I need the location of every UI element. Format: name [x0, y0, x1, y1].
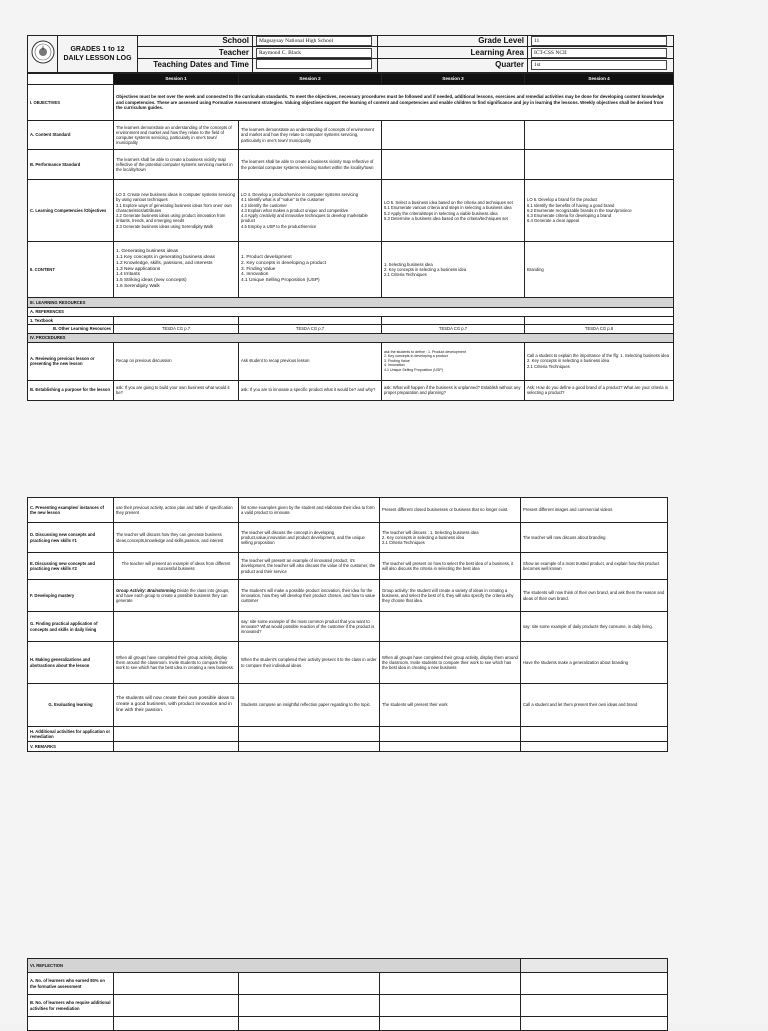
content-s2[interactable]: 1. Product development 2. Key concepts in developing a product 3. Finding Value 4. Innovation 4.1 Unique Selling Proposition (USP) — [239, 242, 382, 298]
performance-standard-s4[interactable] — [525, 150, 674, 180]
discussing1-row — [28, 523, 668, 553]
title-line2: DAILY LESSON LOG — [63, 55, 132, 62]
presenting-s2[interactable]: list some examples given by the student and elaborate their idea to form a valid product to innovate — [239, 498, 380, 523]
practical-label: G. Finding practical application of concepts and skills in daily living — [28, 612, 114, 642]
reflection-label: VI. REFLECTION — [28, 959, 521, 973]
presenting-row — [28, 498, 668, 523]
references-row — [28, 308, 674, 317]
reviewing-label: A. Reviewing previous lesson or presenting the new lesson — [28, 342, 114, 380]
other-resources-row — [28, 325, 674, 333]
deped-seal — [28, 36, 58, 73]
teacher-value: Raymond C. Black — [256, 48, 372, 58]
quarter-value: 1st — [531, 60, 667, 70]
grade-value: 11 — [531, 36, 667, 46]
other-resource-s4[interactable]: TESDA CG p.8 — [525, 325, 674, 333]
competencies-s4[interactable]: LO 6. Develop a brand for the product 6.1 Identify the benefits of having a good brand 6.2 Enumerate recognizable brands in the town/province 6.3 Enumerate criteria for developing a brand 6.4 Generate a clear appeal — [525, 180, 674, 242]
reflection-a-label: A. No. of learners who earned 80% on the formative assessment — [28, 973, 114, 995]
other-resource-s1[interactable]: TESDA CG p.7 — [114, 325, 239, 333]
content-standard-row — [28, 121, 674, 150]
other-resource-s3[interactable]: TESDA CG p.7 — [382, 325, 525, 333]
mastery-s1[interactable] — [114, 580, 239, 612]
presenting-s4[interactable]: Present different images and commercial videos — [521, 498, 668, 523]
lesson-table-part2 — [27, 497, 668, 752]
lesson-table-part1 — [27, 73, 674, 401]
session-2-header: Session 2 — [239, 74, 382, 85]
discussing2-s1[interactable]: The teacher will present an example of ideas from different successful business — [114, 553, 239, 580]
content-s3[interactable]: 1. Selecting business idea 2. Key concepts in selecting a business idea 2.1 Criteria Techniques — [382, 242, 525, 298]
purpose-s4[interactable]: Ask: How do you define a good brand of a product? What are your criteria in selecting a product? — [525, 380, 674, 400]
additional-row — [28, 727, 668, 742]
discussing2-label: E. Discussing new concepts and practicing new skills #2 — [28, 553, 114, 580]
reviewing-row — [28, 342, 674, 380]
session-1-header: Session 1 — [114, 74, 239, 85]
content-standard-s1[interactable]: The learners demonstrate an understanding of the concepts of environment and market and how they relate to the field of computer systems servicing, particularly in one's town/ municipality — [114, 121, 239, 150]
objectives-label: I. OBJECTIVES — [28, 85, 114, 121]
evaluating-s3[interactable]: The students will present their work — [380, 684, 521, 727]
discussing2-s3[interactable]: The teacher will present on how to select the best idea of a business, it will also discuss the criteria in selecting the best idea — [380, 553, 521, 580]
mastery-s3[interactable]: Group activity: the student will create a variety of ideas in creating a business, and select the best of it, they will also specify the criteria why they choose that idea. — [380, 580, 521, 612]
other-resources-label: B. Other Learning Resources — [28, 325, 114, 333]
generalization-label: H. Making generalizations and abstractions about the lesson — [28, 642, 114, 684]
evaluating-row — [28, 684, 668, 727]
content-standard-s4[interactable] — [525, 121, 674, 150]
reviewing-s1[interactable]: Recap on previous discussion — [114, 342, 239, 380]
resources-row — [28, 298, 674, 308]
mastery-s4[interactable]: The students will now think of their own brand, and ask them the reason and ideas of their own brand. — [521, 580, 668, 612]
performance-standard-s1[interactable]: The learners shall be able to create a business vicinity map reflective of the potential computer systems servicing market in the locality/town — [114, 150, 239, 180]
evaluating-s1[interactable]: The students will now create their own possible ideas to create a good business, with product innovation and in line with their passion. — [114, 684, 239, 727]
reflection-b-label: B. No. of learners who require additional activities for remediation — [28, 995, 114, 1017]
dates-field[interactable] — [253, 58, 378, 72]
textbook-row — [28, 317, 674, 325]
presenting-s1[interactable]: use their previous activity, action plan and table of specification they present — [114, 498, 239, 523]
discussing1-label: D. Discussing new concepts and practicing new skills #1 — [28, 523, 114, 553]
area-label: Learning Area — [378, 47, 528, 58]
purpose-row — [28, 380, 674, 400]
reviewing-s3[interactable]: ask the students to define : 1. Product development 2. Key concepts in developing a product 3. Finding Value 4. Innovation 4.1 Unique Selling Proposition (USP) — [382, 342, 525, 380]
area-field[interactable] — [528, 47, 674, 58]
content-s1[interactable]: 1. Generating business ideas 1.1 Key concepts in generating business ideas 1.2 Knowledge, skills, passions, and interests 1.3 New applications 1.4 Irritants 1.5 Striking ideas (new concepts) 1.6 Serendipity Walk — [114, 242, 239, 298]
generalization-s2[interactable]: When the student's completed their activity present it to the class in order to compare their individual ideas. — [239, 642, 380, 684]
practical-row — [28, 612, 668, 642]
reviewing-s4[interactable]: Call a student to explain the importance of the ffg: 1. Selecting business idea 2. Key concepts in selecting a business idea 2.1 Criteria Techniques — [525, 342, 674, 380]
references-label: A. REFERENCES — [28, 308, 674, 317]
competencies-s2[interactable]: LO 4. Develop a product/service in computer systems servicing 4.1 Identify what is of "value" to the customer 4.2 Identify the customer 4.3 Explain what makes a product unique and competitive 4.4 Apply creativity and innovative techniques to develop marketable product 4.5 Employ a USP to the product/service — [239, 180, 382, 242]
school-label: School — [138, 36, 253, 47]
content-label: II. CONTENT — [28, 242, 114, 298]
generalization-row — [28, 642, 668, 684]
evaluating-s4[interactable]: Call a student and let them present their own ideas and brand — [521, 684, 668, 727]
performance-standard-row — [28, 150, 674, 180]
session-3-header: Session 3 — [382, 74, 525, 85]
content-row — [28, 242, 674, 298]
discussing1-s2[interactable]: The teacher will discuss the concept in developing product,value,innovation and product development, and the unique selling proposition — [239, 523, 380, 553]
quarter-label: Quarter — [378, 58, 528, 72]
log-title — [58, 36, 138, 73]
other-resource-s2[interactable]: TESDA CG p.7 — [239, 325, 382, 333]
performance-standard-s2[interactable]: The learners shall be able to create a business vicinity map reflective of the potential computer systems servicing market within the locality/town — [239, 150, 382, 180]
procedures-label: IV. PROCEDURES — [28, 333, 674, 342]
evaluating-label: G. Evaluating learning — [28, 684, 114, 727]
competencies-row — [28, 180, 674, 242]
title-line1: GRADES 1 to 12 — [70, 45, 125, 53]
performance-standard-s3[interactable] — [382, 150, 525, 180]
reflection-table — [27, 958, 668, 1031]
mastery-row — [28, 580, 668, 612]
generalization-s1[interactable]: When all groups have completed their group activity, display them around the classroom. Invite students to compare their work to see which has the best idea in creating a new business. — [114, 642, 239, 684]
mastery-s2[interactable]: The student's will make a possible product innovation, their idea for the innovation, how they will develop their product chosen, and how to value customer — [239, 580, 380, 612]
practical-s2[interactable]: say: site some example of the most common product that you want to innovate? What would possible reaction of the customer if the product is innovated? — [239, 612, 380, 642]
procedures-row — [28, 333, 674, 342]
competencies-s3[interactable]: LO 5. Select a business idea based on the criteria and techniques set 5.1 Enumerate various criteria and steps in selecting a business idea 5.2 Apply the criteria/steps in selecting a viable business idea 5.3 Determine a business idea based on the criteria/techniques set — [382, 180, 525, 242]
purpose-s1[interactable]: ask: If you are going to build your own business what would it be? — [114, 380, 239, 400]
teacher-field[interactable] — [253, 47, 378, 58]
content-standard-s3[interactable] — [382, 121, 525, 150]
session-header-row — [28, 74, 674, 85]
objectives-text: Objectives must be met over the week and connected to the curriculum standards. To meet the objectives, necessary procedures must be followed and if needed, additional lessons, exercises and remedial activities may be done for developing content knowledge and competencies. These are assessed using Formative Assessment strategies. Valuing objectives support the learning of content and competencies and enable children to find significance and joy in learning the lessons. Weekly objectives shall be derived from the curriculum guides. — [114, 85, 674, 121]
evaluating-s2[interactable]: Students compose an insightful reflection paper regarding to the topic. — [239, 684, 380, 727]
reflection-row — [28, 959, 668, 973]
discussing2-s2[interactable]: The teacher will present an example of innovated product, it's development, the teacher will also discuss the value of the customer, the product and their service — [239, 553, 380, 580]
presenting-label: C. Presenting examples/ instances of the new lesson — [28, 498, 114, 523]
objectives-row — [28, 85, 674, 121]
mastery-s1-text: Divide the class into groups, and have each group to create a possible business they can generate — [116, 587, 230, 604]
presenting-s3[interactable]: Present different closed businesses or business that no longer exist. — [380, 498, 521, 523]
discussing2-row — [28, 553, 668, 580]
school-field[interactable] — [253, 36, 378, 47]
generalization-s3[interactable]: When all groups have completed their group activity, display them around the classroom. Invite students to compare their work to see which has the best idea in creating a new business — [380, 642, 521, 684]
content-standard-s2[interactable]: The learners demonstrate an understanding of concepts of environment and market and how they relate to computer systems servicing, particularly in one's town/ municipality — [239, 121, 382, 150]
discussing1-s3[interactable]: The teacher will discuss : 1. Selecting business idea 2. Key concepts in selecting a business idea 2.1 Criteria Techniques — [380, 523, 521, 553]
resources-label: III. LEARNING RESOURCES — [28, 298, 674, 308]
content-standard-label: A. Content Standard — [28, 121, 114, 150]
teacher-label: Teacher — [138, 47, 253, 58]
performance-standard-label: B. Performance Standard — [28, 150, 114, 180]
content-s4[interactable]: Branding — [525, 242, 674, 298]
competencies-s1[interactable]: LO 3. Create new business ideas in computer systems servicing by using various techniques 3.1 Explore ways of generating business ideas from ones' own characteristics/attributes 3.2 Generate business ideas using product innovation from irritants, trends, and emerging needs 3.3 Generate business ideas using Serendipity Walk — [114, 180, 239, 242]
competencies-label: C. Learning Competencies /Objectives — [28, 180, 114, 242]
dates-value — [256, 59, 372, 69]
generalization-s4[interactable]: Have the students make a generalization about branding — [521, 642, 668, 684]
discussing1-s1[interactable]: The teacher will discuss how they can generate business ideas,concepts,knowledge and skills,passion, and interest — [114, 523, 239, 553]
grade-label: Grade Level — [378, 36, 528, 47]
discussing1-s4[interactable]: The teacher will now discuss about branding — [521, 523, 668, 553]
area-value: ICT-CSS NCII — [531, 48, 667, 58]
remarks-label: V. REMARKS — [28, 742, 114, 752]
session-4-header: Session 4 — [525, 74, 674, 85]
remarks-row — [28, 742, 668, 752]
mastery-label: F. Developing mastery — [28, 580, 114, 612]
school-value: Magsaysay National High School — [256, 36, 372, 46]
practical-s3[interactable] — [380, 612, 521, 642]
discussing2-s4[interactable]: Show an example of a most trusted product, and explain how this product becomes well known — [521, 553, 668, 580]
seal-icon — [31, 40, 55, 64]
textbook-label: 1. Textbook — [28, 317, 114, 325]
mastery-s1-title: Group Activity: Brainstorming — [116, 587, 176, 593]
grade-field[interactable] — [528, 36, 674, 47]
header-table — [27, 35, 674, 73]
quarter-field[interactable] — [528, 58, 674, 72]
purpose-s3[interactable]: ask: What will happen if the business is unplanned? Establish without any proper preparation and planning? — [382, 380, 525, 400]
reviewing-s2[interactable]: Ask student to recap previous lesson — [239, 342, 382, 380]
practical-s1[interactable] — [114, 612, 239, 642]
additional-label: H. Additional activities for application or remediation — [28, 727, 114, 742]
reflection-b-row — [28, 995, 668, 1017]
reflection-a-row — [28, 973, 668, 995]
dates-label: Teaching Dates and Time — [138, 58, 253, 72]
purpose-s2[interactable]: ask: If you are to innovate a specific product what it would be? and why? — [239, 380, 382, 400]
practical-s4[interactable]: say: site some example of daily products they consume, in daily living. — [521, 612, 668, 642]
purpose-label: B. Establishing a purpose for the lesson — [28, 380, 114, 400]
